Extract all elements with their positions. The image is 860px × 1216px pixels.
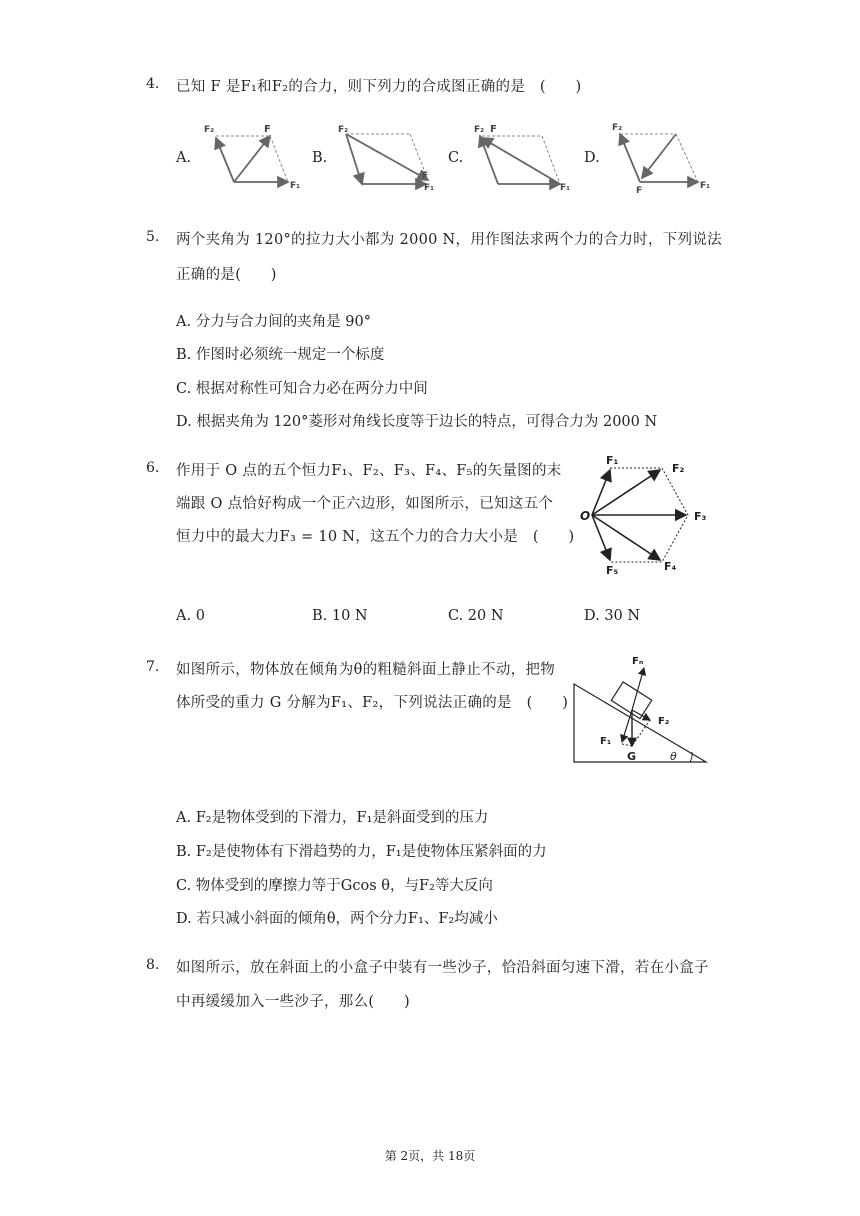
question-5-line-2: 正确的是( ) — [176, 267, 277, 283]
q6-label-f3: F₃ — [694, 510, 707, 523]
q6-label-o: O — [580, 509, 591, 523]
question-6-number: 6. — [146, 460, 160, 476]
question-5-line-1: 两个夹角为 120°的拉力大小都为 2000 N，用作图法求两个力的合力时，下列说法 — [176, 232, 722, 248]
question-4-number: 4. — [146, 76, 160, 92]
question-4-text: 已知 F 是F₁和F₂的合力，则下列力的合成图正确的是 ( ) — [176, 79, 582, 95]
question-8-line-1: 如图所示，放在斜面上的小盒子中装有一些沙子，恰沿斜面匀速下滑，若在小盒子 — [176, 960, 709, 976]
q4-option-b-letter: B. — [312, 150, 328, 166]
q4b-label-f1: F₁ — [424, 183, 435, 192]
q4d-label-f: F — [636, 186, 643, 194]
q7-label-theta: θ — [670, 750, 677, 763]
q7-label-g: G — [627, 750, 637, 763]
q5-option-c: C. 根据对称性可知合力必在两分力中间 — [176, 381, 428, 397]
q4c-label-f1: F₁ — [560, 183, 571, 192]
q7-option-c: C. 物体受到的摩擦力等于Gcos θ，与F₂等大反向 — [176, 878, 493, 894]
q6-option-a: A. 0 — [176, 608, 205, 624]
q4-option-a-diagram — [200, 118, 310, 192]
question-6-line-1: 作用于 O 点的五个恒力F₁、F₂、F₃、F₄、F₅的矢量图的末 — [176, 463, 562, 479]
q4-option-a-letter: A. — [176, 150, 192, 166]
q6-hexagon-figure — [580, 448, 720, 578]
q5-option-d: D. 根据夹角为 120°菱形对角线长度等于边长的特点，可得合力为 2000 N — [176, 414, 658, 430]
q4d-label-f2: F₂ — [612, 123, 623, 133]
question-8-line-2: 中再缓缓加入一些沙子，那么( ) — [176, 994, 410, 1010]
q6-option-b: B. 10 N — [312, 608, 368, 624]
q5-option-a: A. 分力与合力间的夹角是 90° — [176, 314, 371, 330]
question-7-number: 7. — [146, 659, 160, 675]
q6-label-f1: F₁ — [606, 454, 619, 467]
q4a-label-f1: F₁ — [290, 181, 301, 191]
q6-label-f2: F₂ — [672, 462, 685, 475]
q4b-label-f: F — [422, 171, 429, 181]
question-7-line-2: 体所受的重力 G 分解为F₁、F₂，下列说法正确的是 ( ) — [176, 695, 569, 711]
question-7-line-1: 如图所示，物体放在倾角为θ的粗糙斜面上静止不动，把物 — [176, 662, 556, 678]
q6-label-f4: F₄ — [664, 560, 677, 573]
q7-label-f1: F₁ — [600, 736, 612, 747]
q5-option-b: B. 作图时必须统一规定一个标度 — [176, 347, 385, 363]
q7-incline-figure — [570, 648, 712, 768]
q4-option-b-diagram — [334, 118, 444, 192]
q4-option-d-letter: D. — [584, 150, 600, 166]
question-6-line-2: 端跟 O 点恰好构成一个正六边形，如图所示，已知这五个 — [176, 496, 554, 512]
q4-option-d-diagram — [606, 118, 716, 194]
q7-option-d: D. 若只减小斜面的倾角θ，两个分力F₁、F₂均减小 — [176, 911, 498, 927]
q4a-label-f: F — [264, 124, 271, 135]
q6-option-d: D. 30 N — [584, 608, 641, 624]
q7-option-a: A. F₂是物体受到的下滑力，F₁是斜面受到的压力 — [176, 810, 489, 826]
q4d-label-f1: F₁ — [700, 181, 711, 191]
q4-option-c-letter: C. — [448, 150, 464, 166]
q4c-label-f: F — [490, 124, 497, 135]
q4c-label-f2: F₂ — [474, 125, 485, 135]
q4a-label-f2: F₂ — [204, 125, 215, 135]
question-8-number: 8. — [146, 957, 160, 973]
q6-label-f5: F₅ — [606, 564, 619, 577]
q4b-label-f2: F₂ — [338, 125, 349, 135]
question-6-line-3: 恒力中的最大力F₃ = 10 N，这五个力的合力大小是 ( ) — [176, 529, 575, 545]
q4-option-c-diagram — [470, 118, 580, 192]
q7-label-f2: F₂ — [658, 716, 670, 727]
question-5-number: 5. — [146, 229, 160, 245]
q7-option-b: B. F₂是使物体有下滑趋势的力，F₁是使物体压紧斜面的力 — [176, 844, 547, 860]
q7-label-fn: Fₙ — [632, 656, 644, 667]
q6-option-c: C. 20 N — [448, 608, 504, 624]
page-footer: 第 2页，共 18页 — [384, 1149, 476, 1163]
